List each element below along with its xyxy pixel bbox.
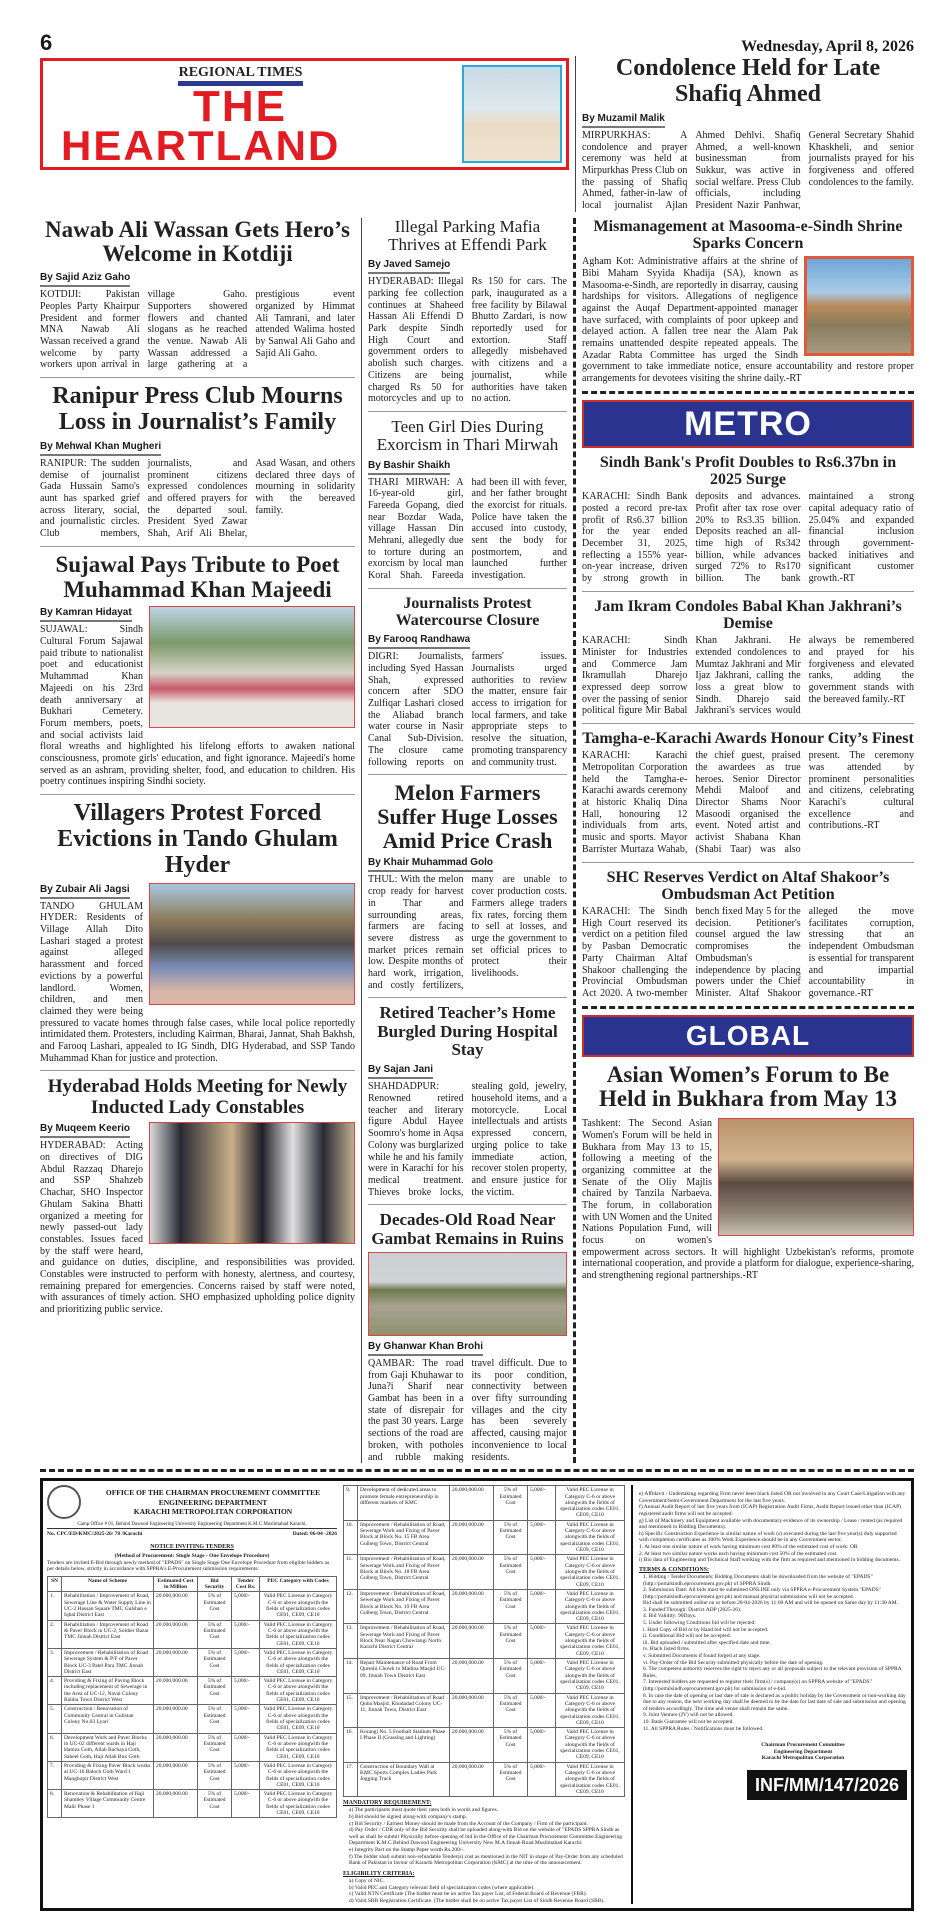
- headline: Journalists Protest Watercourse Closure: [395, 594, 540, 630]
- mandatory-item: d) Pay Order / CDR only of the Bid Security shall be uploaded along-with Bid on the website of "EPADS SPPRA Sindh as well as shall be submit Physically before opening of bid in the Office of the Chairman Procurement Committee Engineering Department K.M.C Behind Dawood Engineering University New M.A Jinnah Road Muslimabad Karachi.: [349, 1827, 622, 1847]
- mandatory-title: MANDATORY REQUIREMENT:: [343, 1800, 432, 1807]
- main-grid: [40, 218, 914, 1464]
- cell-pec: Valid PEC License in Category C-6 or above alongwith the fields of specialization codes CE01, CE09, CE10: [556, 1555, 625, 1590]
- mandatory-item: c) Bid Security / Earnest Money should be made from the Account of the Company / Firm of the participant.: [349, 1820, 588, 1827]
- cell-cost: 20,000,000.00: [154, 1648, 198, 1676]
- byline: By Muzamil Malik: [582, 113, 665, 128]
- cell-security: 5% of Estimated Cost: [198, 1761, 232, 1789]
- cell-scheme: Repair Maintenance of Road From Qureshi Chowk to Madina Masjid UC-09, Jinnah Town District East: [358, 1659, 450, 1694]
- tender-method: (Method of Procurement: Single Stage - One Envelope Procedure): [114, 1552, 270, 1559]
- cell-sn: 2.: [48, 1620, 62, 1648]
- cell-cost: 20,000,000.00: [450, 1589, 494, 1624]
- article-body: RANIPUR: The sudden demise of journalist Gada Hussain Samo's aunt has sparked grief across literary, social, and journalistic circles. Club members, journalists, and prominent citizens expressed condolences and offered prayers for the departed soul. President Syed Zawar Shah, Arif Ali Bhelar, Asad Wasan, and others declared three days of mourning in solidarity with the bereaved family.: [40, 457, 355, 540]
- cell-security: 5% of Estimated Cost: [494, 1555, 528, 1590]
- cell-pec: Valid PEC License in Category C-6 or above alongwith the fields of specialization codes CE01, CE09, CE10: [260, 1592, 337, 1620]
- cell-sn: 12.: [344, 1589, 358, 1624]
- cell-sn: 11.: [344, 1555, 358, 1590]
- table-row: [344, 1659, 625, 1694]
- tender-advertisement: [40, 1478, 914, 1911]
- rule: [368, 774, 567, 775]
- headline: Ranipur Press Club Mourns Loss in Journalist’s Family: [52, 383, 343, 435]
- cell-tender-cost: 5,000/-: [232, 1648, 260, 1676]
- rule: [582, 723, 914, 724]
- mandatory-item: e) Integrity Pact on the Stamp Paper worth Rs.200/-.: [349, 1847, 465, 1854]
- cell-scheme: Improvement / Rehabilitation of Road Quba Masjid, Khudadad Colony UC-11, Jinnah Town, District East: [358, 1693, 450, 1728]
- masthead-title: HEARTLAND: [61, 122, 341, 169]
- article-body: THUL: With the melon crop ready for harvest in Thar and surrounding areas, farmers are facing severe distress as market prices remain low. Despite months of hard work, irrigation, and costly fertilizers, many are unable to cover production costs. Farmers allege traders fix rates, forcing them to sell at losses, and urge the government to set official prices to protect their livelihoods.: [368, 874, 567, 991]
- article-body: HYDERABAD: Illegal parking fee collection continues at Shaheed Hassan Ali Effendi D Park despite Sindh High Court and government orders to abolish such charges. Citizens are being charged Rs 50 for motorcycles and up to Rs 150 for cars. The park, inaugurated as a free facility by Bilawal Bhutto Zardari, is now reportedly used for extortion. Staff allegedly misbehaved with citizens and a journalist, while authorities have taken no action.: [368, 276, 567, 405]
- article-body: SUJAWAL: Sindh Cultural Forum Sajawal paid tribute to nationalist poet and educationist Muhammad Khan Majeedi on his 23rd death anniversary at Bukhari Cemetery. Forum members, poets, and social activists laid floral wreaths and highlighted his lifelong efforts to awaken national consciousness, promote girls' education, and fight ignorance. Majeedi's home served as an ashram, providing shelter, food, and education to children. His poetry continues inspiring Sindhi society.: [40, 624, 355, 788]
- cell-scheme: Development Work and Paver Blocks in UC-02 different wards in Haji Hamza Goth, Allah Bachaya Goth, Sabeel Goth, Haji Allah Bux Goth: [62, 1733, 154, 1761]
- article-body: Agham Kot: Administrative affairs at the shrine of Bibi Maham Syyida Khadija (SA), known as Masooma-e-Sindh, are reportedly in disarray, causing hardships for visitors. Allegations of negligence against the Auqaf Department-appointed manager have surfaced, with complaints of poor upkeep and delayed action. A fallen tree near the Alam Pak remains unattended despite repeated appeals. The Azadar Rabta Committee has urged the Sindh government to take immediate notice, ensure accountability and restore proper arrangements for devotees visiting the shrine daily.-RT: [582, 256, 914, 385]
- terms-item: 6. The competent authority reserves the right to reject any or all proposals subject to the relevant provision of SPPRA Rules.: [643, 1666, 902, 1679]
- article-body: Tashkent: The Second Asian Women's Forum will be held in Bukhara from May 13 to 15, following a meeting of the organizing committee at the Senate of the Oliy Majlis chaired by Tanzila Narbaeva. The forum, in collaboration with UN Women and the United Nations Population Fund, will focus on women's empowerment across sectors. It will highlight Uzbekistan's reforms, promote international cooperation, and provide a platform for dialogue, experience-sharing, and strengthening regional partnerships.-RT: [582, 1118, 914, 1282]
- tender-ref-no: No. CPC/ED/KMC/2025-26/ 78 /Karachi: [47, 1531, 143, 1538]
- terms-item: ii. Conditional Bid will not be accepted.: [643, 1633, 731, 1640]
- cell-pec: Valid PEC License in Category C-6 or above alongwith the fields of specialization codes CE01, CE09, CE10: [260, 1677, 337, 1705]
- cell-sn: 15.: [344, 1693, 358, 1728]
- headline: Decades-Old Road Near Gambat Remains in Ruins: [371, 1210, 564, 1248]
- cell-cost: 20,000,000.00: [154, 1705, 198, 1733]
- table-row: [48, 1592, 337, 1620]
- terms-item: 9. Joint Venture (JV) will not be allowed.: [643, 1712, 734, 1719]
- cell-scheme: Providing & Fixing of Paving Block including replacement of Sewerage in the Area of UC-12, Naval Colony Baldia Town District West: [62, 1677, 154, 1705]
- cell-scheme: Improvement / Rehabilitation of Road, Sewerage Work and Fixing of Paver Block at Block No. 15 FB Area Gulberg Town, District Central: [358, 1520, 450, 1555]
- cell-scheme: Improvement / Rehabilitation of Road Sewerage System & P/F of Paver Block UC-3 Patel Para TMC Jinnah District East: [62, 1648, 154, 1676]
- article-body: TANDO GHULAM HYDER: Residents of Village Allah Dito Lashari staged a protest against alleged harassment and forced evictions by a powerful landlord. Women, children, and men claimed they were being pressured to vacate homes through false cases, while local police reportedly intimidated them. Protesters, including Kairman, Bharai, Jannat, Shah Bakhsh, and Farooq Lashari, appealed to IG Sindh, DIG Hyderabad, and SSP Tando Muhammad Khan for justice and protection.: [40, 900, 355, 1064]
- cell-scheme: Improvement / Rehabilitation of Road, Sewerage Work and Fixing of Paver Block at Block No. 18 FB Area Gulberg Town, District Central: [358, 1555, 450, 1590]
- cell-pec: Valid PEC License in Category C-6 or above alongwith the fields of specialization codes CE01, CE09, CE10: [556, 1520, 625, 1555]
- mandatory-item: b) Bid should be signed along-with company's stamp.: [349, 1814, 468, 1821]
- article-body: KOTDIJI: Pakistan Peoples Party Khairpur President and former MNA Nawab Ali Wassan received a grand welcome by party workers upon arrival in village Gaho. Supporters showered flowers and chanted slogans as he reached the venue. Nawab Ali Wassan addressed a large gathering at a prestigious event organized by Himmat Ali Tamrani, and later attended Walima hosted by Sanwal Ali Gaho and Sajid Ali Gaho.: [40, 289, 355, 371]
- cell-security: 5% of Estimated Cost: [494, 1520, 528, 1555]
- eligibility-item: d) Valid SRB Registration Certificate. (The bidder shall be on active Tax payer List of Sindh Revenue Board (SRB).: [349, 1897, 605, 1904]
- terms-item: Bid shall be submitted online on or before 28-04-2026 by 11:00 AM and will be opened on Same day by 11:30 AM.: [643, 1600, 899, 1607]
- tender-intro: Tenders are invited E-Bid through newly method of "EPADS" on Single Stage One Envelope Procedure from eligible bidders as per details below, strictly in accordance with SPPRA's E-Procurement submission requirements:: [47, 1559, 330, 1573]
- top-row: [40, 56, 914, 212]
- cell-sn: 6.: [48, 1733, 62, 1761]
- article-sujawal: [40, 553, 355, 788]
- eligibility-list-continued: [639, 1491, 907, 1564]
- global-section-banner: GLOBAL: [582, 1015, 914, 1057]
- terms-item: 10. Bank Guarantee will not be accepted.: [643, 1718, 734, 1725]
- signature-line: Karachi Metropolitan Corporation: [761, 1755, 845, 1762]
- cell-cost: 20,000,000.00: [450, 1762, 494, 1797]
- tender-right: [631, 1485, 907, 1904]
- article-condolence: [576, 56, 914, 212]
- cell-cost: 20,000,000.00: [450, 1555, 494, 1590]
- cell-cost: 20,000,000.00: [450, 1693, 494, 1728]
- cell-tender-cost: 5,000/-: [528, 1555, 556, 1590]
- table-row: [344, 1520, 625, 1555]
- byline: By Ghanwar Khan Brohi: [368, 1341, 483, 1356]
- masthead: [40, 58, 569, 170]
- table-row: [344, 1555, 625, 1590]
- middle-column: [362, 218, 576, 1464]
- cell-sn: 13.: [344, 1624, 358, 1659]
- table-row: [48, 1705, 337, 1733]
- byline: By Bashir Shaikh: [368, 460, 450, 475]
- rule: [40, 377, 355, 378]
- eligibility-item: c) Valid NTN Certificate (The bidder must be on active Tax payer List, of Federal Board of Revenue (FBR).: [349, 1891, 587, 1898]
- cell-cost: 20,000,000.00: [154, 1761, 198, 1789]
- cell-pec: Valid PEC License in Category C-6 or above alongwith the fields of specialization codes CE01, CE09, CE10: [260, 1705, 337, 1733]
- cell-security: 5% of Estimated Cost: [494, 1486, 528, 1521]
- tender-table-left: [47, 1576, 337, 1819]
- headline: Condolence Held for Late Shafiq Ahmed: [615, 55, 881, 107]
- cell-scheme: Providing & Fixing Paver Block works at UC-16 Baloch Goth Ward 1 Manghopir District West: [62, 1761, 154, 1789]
- cell-tender-cost: 5,000/-: [528, 1589, 556, 1624]
- cell-security: 5% of Estimated Cost: [494, 1624, 528, 1659]
- eligibility-item: a) Copy of NIC.: [349, 1877, 385, 1884]
- cell-pec: Valid PEC License in Category C-6 or above alongwith the fields of specialization codes CE01, CE09, CE10: [260, 1648, 337, 1676]
- tribute-photo: [149, 606, 355, 728]
- terms-item: v. Submitted Documents if found forged at any stage.: [643, 1653, 761, 1660]
- article-constables: [40, 1077, 355, 1315]
- cell-cost: 20,000,000.00: [154, 1790, 198, 1818]
- article-body: DIGRI: Journalists, including Syed Hassan Shah, expressed concern after SDO Zulfiqar Lashari closed the Aliabad branch water course in Nasir Canal Sub-Division. The closure came following reports on farmers' issues. Journalists urged authorities to review the matter, ensure fair access to irrigation for local farmers, and take appropriate steps to resolve the situation, promoting transparency and community trust.: [368, 651, 567, 768]
- terms-item: iv. Black listed firms.: [643, 1646, 691, 1653]
- metro-section-banner: METRO: [582, 400, 914, 448]
- cell-sn: 9.: [344, 1486, 358, 1521]
- table-row: [48, 1620, 337, 1648]
- cell-pec: Valid PEC License in Category C-6 or above alongwith the fields of specialization codes CE01, CE09, CE10: [556, 1728, 625, 1763]
- tender-corporation: KARACHI METROPOLITAN CORPORATION: [133, 1506, 293, 1516]
- table-row: [344, 1693, 625, 1728]
- signature-line: Chairman Procurement Committee: [761, 1742, 845, 1749]
- article-tamgha: [582, 730, 914, 855]
- rule: [582, 862, 914, 863]
- terms-item: 5. Under following Conditions bid will be rejected:: [643, 1620, 756, 1627]
- byline: By Zubair Ali Jagsi: [40, 884, 130, 899]
- table-header: PEC Category with Codes: [260, 1576, 337, 1592]
- dashed-rule: [582, 391, 914, 394]
- cell-pec: Valid PEC License in Category C-6 or above alongwith the fields of specialization codes CE01, CE09, CE10: [556, 1659, 625, 1694]
- cell-sn: 10.: [344, 1520, 358, 1555]
- article-jam-ikram: [582, 598, 914, 717]
- byline: By Khair Muhammad Golo: [368, 857, 493, 872]
- tender-header: [47, 1485, 337, 1519]
- terms-item: iii. Bid uploaded / submitted after specified date and time.: [643, 1639, 771, 1646]
- eligibility-item: 1. At least one similar nature of work having minimum cost 80% of the estimated cost of work: OR: [639, 1543, 858, 1550]
- dashed-rule: [582, 1006, 914, 1009]
- cell-security: 5% of Estimated Cost: [494, 1762, 528, 1797]
- cell-tender-cost: 5,000/-: [528, 1762, 556, 1797]
- terms-list: [639, 1574, 907, 1732]
- eligibility-item: f) Annual Audit Report of last five years from (ICAP) Registration Audit Firms, Audit Report issued other than (ICAP) registered audit firms will not be accepted.: [639, 1504, 901, 1517]
- cell-tender-cost: 5,000/-: [232, 1790, 260, 1818]
- rule: [368, 588, 567, 589]
- cell-security: 5% of Estimated Cost: [198, 1592, 232, 1620]
- cell-pec: Valid PEC License in Category C-6 or above alongwith the fields of specialization codes CE01, CE09, CE10: [556, 1624, 625, 1659]
- rule: [40, 1070, 355, 1071]
- rule: [368, 411, 567, 412]
- cell-tender-cost: 5,000/-: [528, 1693, 556, 1728]
- cell-tender-cost: 5,000/-: [528, 1659, 556, 1694]
- cell-pec: Valid PEC License in Category C-6 or above alongwith the fields of specialization codes CE01, CE09, CE10: [556, 1589, 625, 1624]
- eligibility-title: ELIGIBILITY CRITERIA:: [343, 1870, 415, 1877]
- article-body: KARACHI: Sindh Bank posted a record pre-tax profit of Rs6.37 billion for the year ended December 31, 2025, reflecting a 155% year-on-year increase, driven by strong growth in deposits and advances. Profit after tax rose over 20% to Rs3.35 billion. Deposits reached an all-time high of Rs342 billion, while advances surged 72% to Rs170 billion. The bank maintained a strong capital adequacy ratio of 25.04% and expanded financial inclusion through government-backed initiatives and significant customer growth.-RT: [582, 491, 914, 585]
- eligibility-item: e) Affidavit / Undertaking regarding Firm never been black listed OR not involved in any Court Case/Litigation with any Government/Semi-Government Department for the last five years.: [639, 1491, 906, 1504]
- cell-pec: Valid PEC License in Category C-6 or above alongwith the fields of specialization codes CE01, CE09, CE10: [556, 1762, 625, 1797]
- terms-item: 2. Submission Date: All bids must be submitted ONLINE only via SPPRA e-Procurement System "EPADS" (http://portalsindh.eprocurement.gov.pk) and manual physical submissions will not be accepted.: [643, 1587, 881, 1600]
- masthead-the: THE: [193, 82, 287, 131]
- table-header: SN: [48, 1576, 62, 1592]
- terms-title: TERMS & CONDITIONS:: [639, 1566, 710, 1573]
- cell-cost: 20,000,000.00: [450, 1520, 494, 1555]
- tender-table-right: [343, 1485, 625, 1797]
- headline: Jam Ikram Condoles Babal Khan Jakhrani’s Demise: [594, 597, 902, 633]
- cell-cost: 20,000,000.00: [450, 1486, 494, 1521]
- headline: Illegal Parking Mafia Thrives at Effendi Park: [388, 216, 547, 254]
- cell-scheme: Development of dedicated areas to promote female entrepreneurship in different markets of KMC: [358, 1486, 450, 1521]
- tender-address: Camp Office # 01, Behind Dawood Engineering University Engineering Department K.M.C Muslimabad Karachi.: [47, 1522, 337, 1529]
- cell-tender-cost: 5,000/-: [232, 1761, 260, 1789]
- cell-cost: 20,000,000.00: [450, 1659, 494, 1694]
- tender-dated: Dated: 06-04 -2026: [292, 1531, 337, 1538]
- headline: Sujawal Pays Tribute to Poet Muhammad Khan Majeedi: [55, 551, 340, 602]
- terms-item: i. Hard Copy of Bid or by Hand bid will not be accepted.: [643, 1626, 769, 1633]
- cell-scheme: Construction of Boundary Wall at KMC Sports Complex Ladies Park Jogging Track: [358, 1762, 450, 1797]
- cell-cost: 20,000,000.00: [154, 1592, 198, 1620]
- cell-security: 5% of Estimated Cost: [198, 1648, 232, 1676]
- table-header: Bid Security: [198, 1576, 232, 1592]
- eligibility-item: 2. At least two similar nature works each having minimum cost 50% of the estimated cost: [639, 1550, 837, 1557]
- table-row: [48, 1790, 337, 1818]
- cell-tender-cost: 5,000/-: [528, 1624, 556, 1659]
- cell-sn: 1.: [48, 1592, 62, 1620]
- headline: Retired Teacher’s Home Burgled During Hospital Stay: [377, 1003, 558, 1060]
- cell-sn: 4.: [48, 1677, 62, 1705]
- eligibility-item: g) List of Machinery and Equipment available with documentary evidence of its ownership / Lease / rented (as required and mentioned in Bidding Documents).: [639, 1517, 903, 1531]
- article-shrine: [582, 218, 914, 385]
- article-shc: [582, 869, 914, 1000]
- dashed-rule: [40, 1469, 914, 1472]
- article-road: [368, 1211, 567, 1463]
- cell-scheme: Improvement / Rehabilitation of Road, Sewerage Work and Fixing of Paver Block at Block No. 19 FB Area Gulberg Town, District Central: [358, 1589, 450, 1624]
- cell-security: 5% of Estimated Cost: [494, 1659, 528, 1694]
- rule: [582, 591, 914, 592]
- cell-pec: Valid PEC License in Category C-6 or above alongwith the fields of specialization codes CE01, CE09, CE10: [556, 1486, 625, 1521]
- tender-middle: [343, 1485, 625, 1904]
- terms-item: 8. In case the date of opening or last date of sale is declared as a public holiday by the Government or non-working day due to any reason, the next working day shall be deemed to be the date for last date of sale and submission and opening of tenders accordingly. The time and venue shall remain the same.: [643, 1692, 906, 1712]
- cell-sn: 5.: [48, 1705, 62, 1733]
- mandatory-list: [343, 1807, 625, 1866]
- table-row: [48, 1677, 337, 1705]
- rule: [368, 1204, 567, 1205]
- kmc-seal-icon: [47, 1485, 81, 1519]
- left-column: [40, 218, 362, 1464]
- rule: [40, 546, 355, 547]
- tender-office: OFFICE OF THE CHAIRMAN PROCUREMENT COMMITTEE: [105, 1488, 321, 1498]
- mandatory-item: a) The participants must quote their rates both in words and figures.: [349, 1807, 498, 1814]
- forum-meeting-photo: [718, 1118, 914, 1236]
- article-wassan: [40, 218, 355, 371]
- cell-pec: Valid PEC License in Category C-6 or above alongwith the fields of specialization codes CE01, CE09, CE10: [260, 1733, 337, 1761]
- table-header: Name of Scheme: [62, 1576, 154, 1592]
- byline: By Mehwal Khan Mugheri: [40, 441, 161, 456]
- terms-item: 1. Bidding / Tender Documents: Bidding Documents shall be downloaded from the website of "EPADS" (http://portalsindh.eprocurement.gov.pk) of SPPRA Sindh.: [643, 1573, 873, 1587]
- headline: Asian Women’s Forum to Be Held in Bukhara from May 13: [599, 1061, 897, 1112]
- headline: Tamgha-e-Karachi Awards Honour City’s Finest: [582, 730, 914, 748]
- article-body: KARACHI: Karachi Metropolitan Corporation held the Tamgha-e-Karachi awards ceremony at historic Khaliq Dina Hall, honouring 12 individuals from arts, music and sports. Mayor Barrister Murtaza Wahab, the chief guest, praised the awardees as true heroes. Senior Director Mehdi Maloof and Director Shams Noor Masoodi organised the event. Noted artist and activist Shabana Khan (Shabi Taar) was also present. The ceremony was attended by prominent personalities and citizens, celebrating Karachi's cultural excellence and contributions.-RT: [582, 750, 914, 855]
- cell-sn: 8.: [48, 1790, 62, 1818]
- cell-pec: Valid PEC License in Category C-6 or above alongwith the fields of specialization codes CE01, CE09, CE10: [260, 1761, 337, 1789]
- terms-item: 11. All SPPRA Rules / Notifications must be followed.: [643, 1725, 764, 1732]
- byline: By Kamran Hidayat: [40, 607, 132, 622]
- cell-security: 5% of Estimated Cost: [494, 1589, 528, 1624]
- rule: [40, 794, 355, 795]
- cell-security: 5% of Estimated Cost: [494, 1693, 528, 1728]
- article-asian-women: [582, 1063, 914, 1282]
- article-parking: [368, 218, 567, 405]
- table-row: [344, 1624, 625, 1659]
- headline: Nawab Ali Wassan Gets Hero’s Welcome in Kotdiji: [45, 216, 350, 267]
- cell-scheme: Korangi No. 5 Football Stadium Phase I Phase II (Grassing and Lighting): [358, 1728, 450, 1763]
- article-sindh-bank: [582, 454, 914, 585]
- cell-tender-cost: 5,000/-: [232, 1733, 260, 1761]
- cell-scheme: Renovation & Rehabilitation of Haji Shambey Village Community Centre Malir Phase 1: [62, 1790, 154, 1818]
- article-teacher: [368, 1004, 567, 1198]
- cell-tender-cost: 5,000/-: [528, 1520, 556, 1555]
- eligibility-item: h) Specific Construction Experience in similar nature of work (s) executed during the last five year(s) duly supported with completion certificates as 100% Work Experience should be in any Government sector.: [639, 1530, 897, 1544]
- constables-photo: [149, 1122, 355, 1244]
- table-row: [344, 1728, 625, 1763]
- byline: By Muqeem Keerio: [40, 1123, 130, 1138]
- road-photo: [368, 1252, 567, 1336]
- article-body: THARI MIRWAH: A 16-year-old girl, Fareeda Gopang, died near Bozdar Wada, village Hassan Din Mehrani, allegedly due to torture during an exorcism by local man Koral Shah. Fareeda had been ill with fever, and her father brought the exorcist for rituals. Police have taken the accused into custody, sent the body for postmortem, and launched further investigation.: [368, 476, 567, 582]
- cell-security: 5% of Estimated Cost: [198, 1733, 232, 1761]
- cell-tender-cost: 5,000/-: [528, 1728, 556, 1763]
- cell-security: 5% of Estimated Cost: [198, 1620, 232, 1648]
- headline: Mismanagement at Masooma-e-Sindh Shrine Sparks Concern: [593, 217, 903, 252]
- cell-cost: 20,000,000.00: [154, 1620, 198, 1648]
- table-row: [344, 1589, 625, 1624]
- masthead-beach-photo: [462, 65, 562, 163]
- terms-item: vi. Pay-Order of the Bid Security submitted physically before the date of opening.: [643, 1659, 824, 1666]
- cell-scheme: Construction / Renovation of Community Central in Gulistan Colony No.03 Lyari: [62, 1705, 154, 1733]
- cell-scheme: Rehabilitation / Improvement of Road & Paver Block in UC-2, Soldier Bazar TMC Jinnah District East: [62, 1620, 154, 1648]
- article-body: SHAHDADPUR: Renowned retired teacher and literary figure Abdul Hayee Soomro's home in Aqsa Colony was burglarized while he and his family were in Karachi for his medical treatment. Thieves broke locks, stealing gold, jewelry, household items, and a motorcycle. Local intellectuals and artists expressed concern, urging police to take immediate action, recover stolen property, and ensure justice for the victim.: [368, 1081, 567, 1198]
- masthead-regional-times: REGIONAL TIMES: [178, 65, 303, 86]
- cell-tender-cost: 5,000/-: [232, 1705, 260, 1733]
- headline: SHC Reserves Verdict on Altaf Shakoor’s Ombudsman Act Petition: [606, 868, 890, 903]
- article-body: KARACHI: The Sindh High Court reserved its verdict on a petition filed by Pasban Democratic Party Chairman Altaf Shakoor challenging the Provincial Ombudsman Act 2020. A two-member bench fixed May 5 for the decision. Petitioner's counsel argued the law compromises the Ombudsman's independence by placing powers under the Chief Minister. Altaf Shakoor alleged the move facilitates corruption, stressing that an independent Ombudsman is essential for transparent and impartial accountability in governance.-RT: [582, 906, 914, 999]
- table-row: [48, 1761, 337, 1789]
- cell-sn: 16.: [344, 1728, 358, 1763]
- cell-tender-cost: 5,000/-: [232, 1592, 260, 1620]
- advert-code: INF/MM/147/2026: [747, 1770, 907, 1800]
- headline: Villagers Protest Forced Evictions in Tando Ghulam Hyder: [57, 800, 338, 878]
- eligibility-item: b) Valid PEC and Category relevant field of specialization codes (where applicable).: [349, 1884, 535, 1891]
- masthead-cell: [40, 56, 576, 212]
- cell-scheme: Improvement / Rehabilitation of Road, Sewerage Work and Fixing of Paver Block Near Nagan Chowrangi North Karachi District Central: [358, 1624, 450, 1659]
- headline: Sindh Bank's Profit Doubles to Rs6.37bn in 2025 Surge: [599, 453, 897, 488]
- table-row: [344, 1486, 625, 1521]
- headline: Teen Girl Dies During Exorcism in Thari Mirwah: [376, 416, 559, 455]
- article-body: KARACHI: Sindh Minister for Industries and Commerce Jam Ikramullah Dharejo expressed deep sorrow over the passing of senior political figure Mir Babal Khan Jakhrani. He extended condolences to Mumtaz Jakhrani and Mir Ijaz Jakhrani, calling the loss a great blow to Sindh. Dharejo said Jakhrani's services would always be remembered and prayed for his forgiveness and elevated ranks, adding the government stands with the bereaved family.-RT: [582, 635, 914, 717]
- article-teen: [368, 418, 567, 582]
- tender-department: ENGINEERING DEPARTMENT: [158, 1497, 268, 1507]
- table-row: [48, 1648, 337, 1676]
- cell-tender-cost: 5,000/-: [232, 1677, 260, 1705]
- cell-pec: Valid PEC License in Category C-6 or above alongwith the fields of specialization codes CE01, CE09, CE10: [260, 1790, 337, 1818]
- cell-pec: Valid PEC License in Category C-6 or above alongwith the fields of specialization codes CE01, CE09, CE10: [260, 1620, 337, 1648]
- mandatory-item: f) The bidder shall submit non-refundable Tender(s) cost as mentioned in the NIT in shape of Pay-Order from any scheduled Bank of Pakistan in favour of Karachi Metropolitan Corporation (KMC) at the time of the announcement.: [349, 1853, 623, 1867]
- byline: By Farooq Randhawa: [368, 634, 470, 649]
- table-row: [344, 1762, 625, 1797]
- table-header: Tender Cost Rs.: [232, 1576, 260, 1592]
- cell-tender-cost: 5,000/-: [528, 1486, 556, 1521]
- cell-tender-cost: 5,000/-: [232, 1620, 260, 1648]
- shrine-photo: [804, 256, 914, 356]
- tender-left: [47, 1485, 337, 1904]
- cell-security: 5% of Estimated Cost: [198, 1705, 232, 1733]
- terms-item: 3. Funded Through: District ADP (2025-26).: [643, 1606, 742, 1613]
- eligibility-item: i) Bio data of Engineering and Technical Staff working with the firm as required and mentioned in bidding documents.: [639, 1557, 901, 1564]
- cell-sn: 7.: [48, 1761, 62, 1789]
- article-body: QAMBAR: The road from Gaji Khuhawar to Juna?i Sharif near Gambat has been in a state of disrepair for the past 30 years. Large sections of the road are broken, with potholes and rubble making travel difficult. Due to its poor condition, connectivity between over fifty surrounding villages and the city has been severely affected, causing major inconvenience to local residents.: [368, 1358, 567, 1463]
- cell-security: 5% of Estimated Cost: [198, 1790, 232, 1818]
- article-watercourse: [368, 595, 567, 768]
- article-body: MIRPURKHAS: A condolence and prayer ceremony was held at Mirpurkhas Press Club on the passing of Shafiq Ahmed, father-in-law of local journalist Ajlan Ahmed Dehlvi. Shafiq Ahmed, a well-known businessman from Sukkur, was active in social welfare. Press Club officials, including President Nazir Panhwar, General Secretary Shahid Khaskheli, and senior journalists prayed for his forgiveness and offered condolences to the family.: [582, 129, 914, 211]
- cell-cost: 20,000,000.00: [154, 1733, 198, 1761]
- headline: Hyderabad Holds Meeting for Newly Inducted Lady Constables: [47, 1076, 348, 1118]
- signature-line: Engineering Department: [773, 1748, 833, 1755]
- terms-item: 7. Interested bidders are requested to register their firm(s) / company(s) on SPPRA website of "EPADS" (http://portalsindh.eprocurement.gov.pk) for submission of e-bid.: [643, 1679, 872, 1693]
- cell-security: 5% of Estimated Cost: [198, 1677, 232, 1705]
- byline: By Sajid Aziz Gaho: [40, 272, 130, 287]
- cell-pec: Valid PEC License in Category C-6 or above alongwith the fields of specialization codes CE01, CE09, CE10: [556, 1693, 625, 1728]
- headline: Melon Farmers Suffer Huge Losses Amid Price Crash: [377, 780, 558, 853]
- cell-scheme: Rehabilitation / Improvement of Road, Sewerage Line & Water Supply Line in UC-2 Hassan Square TMC Gulshan e Iqbal District East: [62, 1592, 154, 1620]
- tender-signature: [699, 1742, 907, 1762]
- cell-cost: 20,000,000.00: [450, 1728, 494, 1763]
- article-melon: [368, 781, 567, 991]
- page-number: 6: [40, 30, 53, 55]
- byline: By Javed Samejo: [368, 259, 450, 274]
- article-ranipur: [40, 384, 355, 540]
- rule: [368, 997, 567, 998]
- cell-sn: 14.: [344, 1659, 358, 1694]
- article-body: HYDERABAD: Acting on directives of DIG Abdul Razzaq Dharejo and SSP Shahzeb Chachar, SHO Inspector Ghulam Sakina Bhatti organized a meeting for newly passed-out lady constables. Issues faced by the staff were heard, and guidance on duties, discipline, and responsibilities was provided. Constables were instructed to perform with honesty, alertness, and courtesy, remaining prepared for emergencies. Concerns raised by staff were noted, with assurances of timely action. SHO emphasized upholding police dignity and prioritizing public service.: [40, 1140, 355, 1315]
- tender-notice-title: NOTICE INVITING TENDERS: [150, 1543, 234, 1550]
- top-bar: [40, 30, 914, 56]
- byline: By Sajan Jani: [368, 1064, 433, 1079]
- cell-cost: 20,000,000.00: [154, 1677, 198, 1705]
- table-header: Estimated Cost in Million: [154, 1576, 198, 1592]
- eligibility-list: [343, 1878, 625, 1904]
- cell-sn: 3.: [48, 1648, 62, 1676]
- cell-cost: 20,000,000.00: [450, 1624, 494, 1659]
- table-row: [48, 1733, 337, 1761]
- protest-photo: [149, 883, 355, 1005]
- article-villagers: [40, 801, 355, 1064]
- cell-sn: 17.: [344, 1762, 358, 1797]
- right-column: [576, 218, 914, 1464]
- terms-item: 4. Bid Validity: 90Days.: [643, 1613, 697, 1620]
- cell-security: 5% of Estimated Cost: [494, 1728, 528, 1763]
- issue-date: Wednesday, April 8, 2026: [741, 38, 914, 55]
